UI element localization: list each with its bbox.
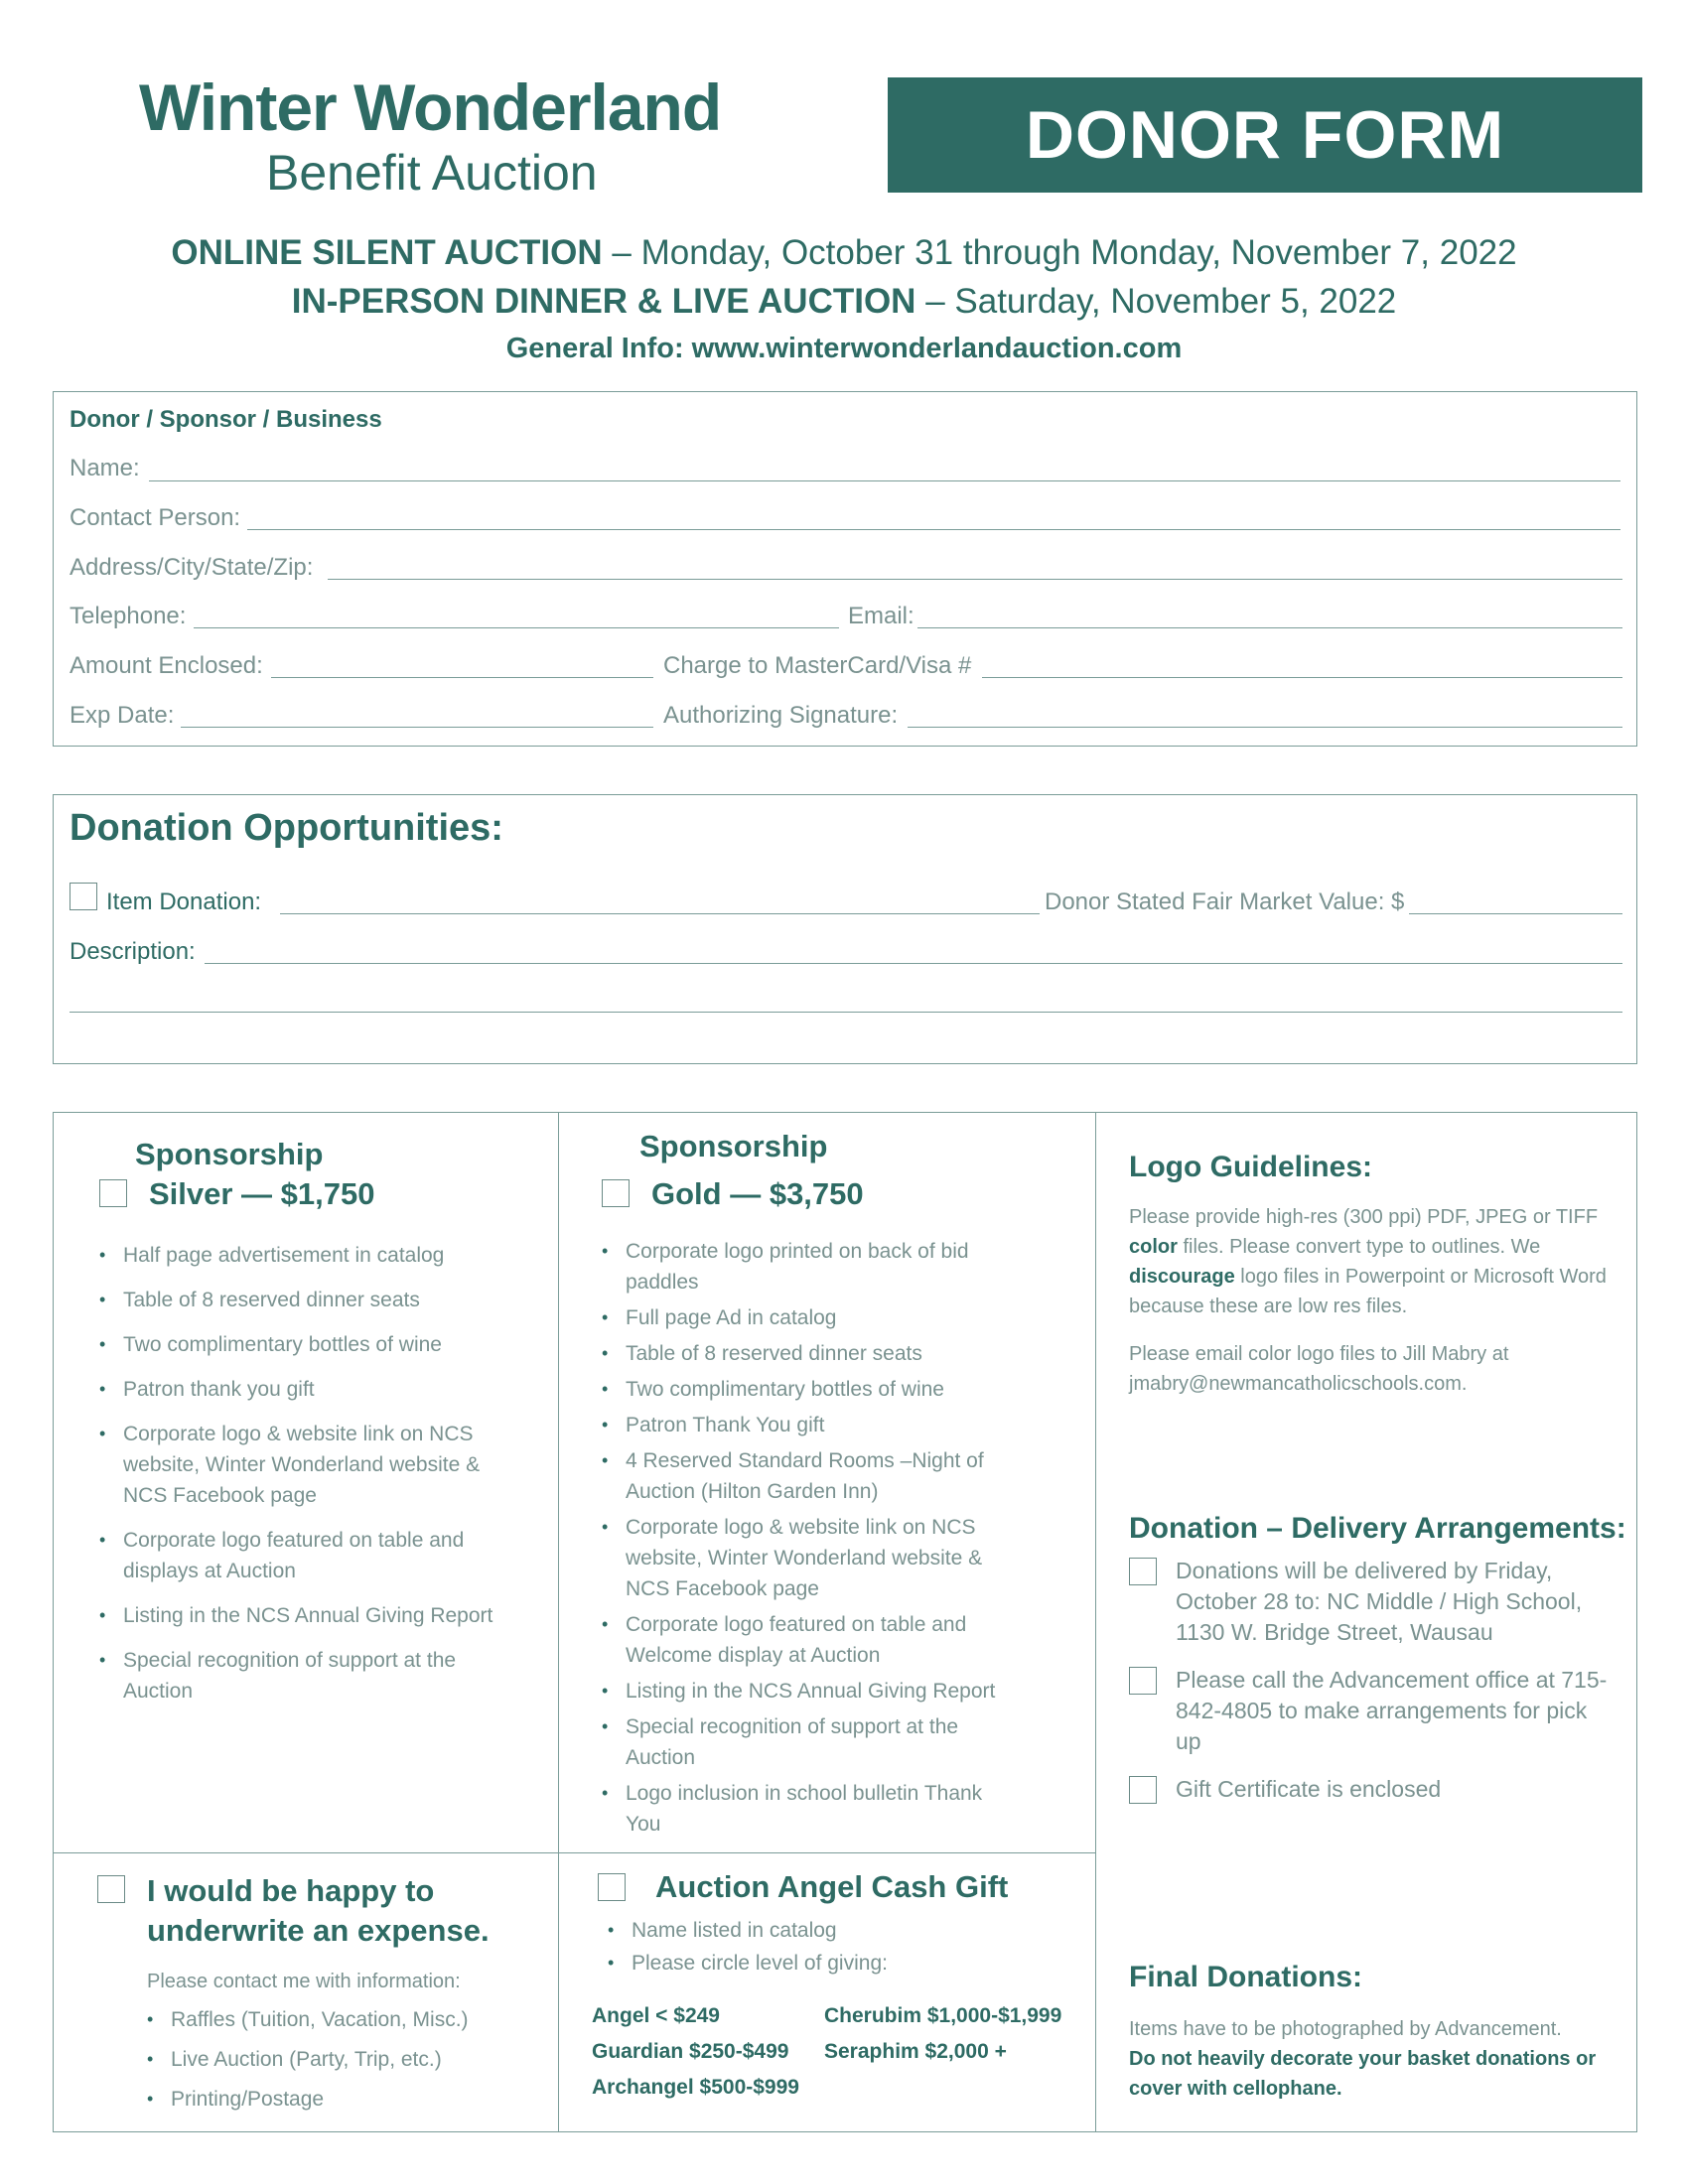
underwrite-checkbox[interactable] (97, 1875, 125, 1903)
gold-benefits (602, 1236, 1019, 1840)
gold-sponsorship-label: Sponsorship (639, 1129, 828, 1163)
fmv-field[interactable] (1409, 913, 1622, 914)
card-number-field[interactable] (982, 677, 1622, 678)
amount-field[interactable] (271, 677, 653, 678)
contact-field[interactable] (247, 529, 1620, 530)
silver-benefit: • Half page advertisement in catalog (99, 1240, 516, 1271)
gold-benefit: • Patron Thank You gift (602, 1410, 1019, 1440)
giving-level-cherubim[interactable]: Cherubim $1,000-$1,999 (824, 2004, 1062, 2027)
opportunities-title: Donation Opportunities: (70, 807, 503, 849)
gold-benefit: • Logo inclusion in school bulletin Thank You (602, 1778, 1019, 1840)
description-field-line-2[interactable] (70, 1012, 1622, 1013)
silver-level: Silver — $1,750 (149, 1176, 375, 1211)
gold-benefit: • Listing in the NCS Annual Giving Report (602, 1676, 1019, 1706)
silver-benefit: • Patron thank you gift (99, 1374, 516, 1405)
name-label: Name: (70, 455, 140, 481)
address-label: Address/City/State/Zip: (70, 554, 314, 581)
logo-email-text: Please email color logo files to Jill Mabry at jmabry@newmancatholicschools.com. (1129, 1343, 1509, 1395)
online-auction-dates: – Monday, October 31 through Monday, November 7, 2022 (612, 233, 1517, 272)
address-field[interactable] (328, 579, 1622, 580)
online-auction-line (0, 233, 1688, 273)
sponsorship-grid (53, 1112, 1637, 2132)
email-field[interactable] (917, 627, 1622, 628)
silver-benefit: • Table of 8 reserved dinner seats (99, 1285, 516, 1315)
item-donation-checkbox[interactable] (70, 883, 97, 910)
silver-benefit: • Listing in the NCS Annual Giving Report (99, 1600, 516, 1631)
angel-item: • Name listed in catalog (608, 1915, 1045, 1946)
signature-field[interactable] (908, 727, 1622, 728)
brand-subtitle: Benefit Auction (266, 145, 598, 201)
silver-checkbox[interactable] (99, 1179, 127, 1207)
underwrite-items (147, 2004, 524, 2115)
gold-checkbox[interactable] (602, 1179, 630, 1207)
logo-guidelines-title: Logo Guidelines: (1129, 1151, 1372, 1183)
telephone-field[interactable] (194, 627, 839, 628)
brand-title: Winter Wonderland (139, 70, 722, 144)
angel-title: Auction Angel Cash Gift (655, 1869, 1009, 1904)
fmv-label: Donor Stated Fair Market Value: $ (1045, 888, 1405, 915)
description-label: Description: (70, 938, 196, 965)
silver-benefit: • Two complimentary bottles of wine (99, 1329, 516, 1360)
grid-divider-2 (1095, 1113, 1096, 2131)
underwrite-title: I would be happy to underwrite an expense. (147, 1873, 490, 1948)
gold-benefit: • Special recognition of support at the Auction (602, 1711, 1019, 1773)
gold-benefit: • Corporate logo & website link on NCS website, Winter Wonderland website & NCS Facebook page (602, 1512, 1019, 1604)
grid-divider-horizontal (54, 1852, 1095, 1853)
silver-benefit: • Corporate logo & website link on NCS website, Winter Wonderland website & NCS Facebook page (99, 1419, 516, 1511)
delivery-title: Donation – Delivery Arrangements: (1129, 1512, 1626, 1545)
silver-benefit: • Special recognition of support at the Auction (99, 1645, 516, 1706)
item-donation-field[interactable] (280, 913, 1040, 914)
final-donations-note: Items have to be photographed by Advancement. (1129, 2018, 1562, 2040)
inperson-auction-dates: – Saturday, November 5, 2022 (925, 282, 1397, 321)
giving-level-seraphim[interactable]: Seraphim $2,000 + (824, 2040, 1007, 2063)
delivery-pickup-label: Please call the Advancement office at 715-842-4805 to make arrangements for pick up (1176, 1667, 1608, 1754)
donation-opportunities-box (53, 794, 1637, 1064)
exp-label: Exp Date: (70, 702, 175, 729)
underwrite-item: • Live Auction (Party, Trip, etc.) (147, 2044, 524, 2075)
silver-benefits (99, 1240, 516, 1706)
final-donations-title: Final Donations: (1129, 1961, 1362, 1993)
email-label: Email: (848, 603, 914, 629)
inperson-auction-line (0, 282, 1688, 322)
general-info: General Info: www.winterwonderlandauction.com (505, 333, 1183, 364)
exp-field[interactable] (181, 727, 653, 728)
inperson-auction-label: IN-PERSON DINNER & LIVE AUCTION (291, 282, 916, 321)
giving-level-archangel[interactable]: Archangel $500-$999 (592, 2076, 799, 2099)
delivery-pickup-checkbox[interactable] (1129, 1667, 1157, 1695)
contact-label: Contact Person: (70, 504, 241, 531)
delivery-dropoff-checkbox[interactable] (1129, 1558, 1157, 1585)
charge-label: Charge to MasterCard/Visa # (663, 652, 972, 679)
form-banner: DONOR FORM (888, 77, 1642, 193)
underwrite-item: • Printing/Postage (147, 2084, 524, 2115)
gift-certificate-label: Gift Certificate is enclosed (1176, 1776, 1442, 1802)
silver-sponsorship-label: Sponsorship (135, 1137, 324, 1171)
angel-item: • Please circle level of giving: (608, 1948, 1045, 1979)
delivery-dropoff-label: Donations will be delivered by Friday, October 28 to: NC Middle / High School, 1130 W. Bridge Street, Wausau (1176, 1558, 1583, 1645)
description-field[interactable] (205, 963, 1622, 964)
gold-level: Gold — $3,750 (651, 1176, 864, 1211)
grid-divider-1 (558, 1113, 559, 2131)
logo-guidelines-text: Please provide high-res (300 ppi) PDF, JPEG or TIFF color files. Please convert type to outlines. We discourage logo files in Powerpoint or Microsoft Word because these are low res files. (1129, 1206, 1607, 1317)
gold-benefit: • Corporate logo printed on back of bid paddles (602, 1236, 1019, 1297)
gold-benefit: • Table of 8 reserved dinner seats (602, 1338, 1019, 1369)
final-donations-warning: Do not heavily decorate your basket donations or cover with cellophane. (1129, 2048, 1597, 2100)
underwrite-note: Please contact me with information: (147, 1971, 461, 1992)
signature-label: Authorizing Signature: (663, 702, 899, 729)
item-donation-label: Item Donation: (106, 888, 262, 915)
amount-label: Amount Enclosed: (70, 652, 263, 679)
gold-benefit: • 4 Reserved Standard Rooms –Night of Auction (Hilton Garden Inn) (602, 1445, 1019, 1507)
angel-checkbox[interactable] (598, 1873, 626, 1901)
underwrite-item: • Raffles (Tuition, Vacation, Misc.) (147, 2004, 524, 2035)
donor-info-box (53, 391, 1637, 747)
online-auction-label: ONLINE SILENT AUCTION (171, 233, 603, 272)
giving-level-angel[interactable]: Angel < $249 (592, 2004, 720, 2027)
donor-heading: Donor / Sponsor / Business (70, 406, 382, 433)
gold-benefit: • Full page Ad in catalog (602, 1302, 1019, 1333)
gold-benefit: • Corporate logo featured on table and Welcome display at Auction (602, 1609, 1019, 1671)
gold-benefit: • Two complimentary bottles of wine (602, 1374, 1019, 1405)
gift-certificate-checkbox[interactable] (1129, 1776, 1157, 1804)
silver-benefit: • Corporate logo featured on table and displays at Auction (99, 1525, 516, 1586)
telephone-label: Telephone: (70, 603, 187, 629)
angel-items (608, 1915, 1045, 1979)
giving-level-guardian[interactable]: Guardian $250-$499 (592, 2040, 789, 2063)
name-field[interactable] (149, 480, 1620, 481)
